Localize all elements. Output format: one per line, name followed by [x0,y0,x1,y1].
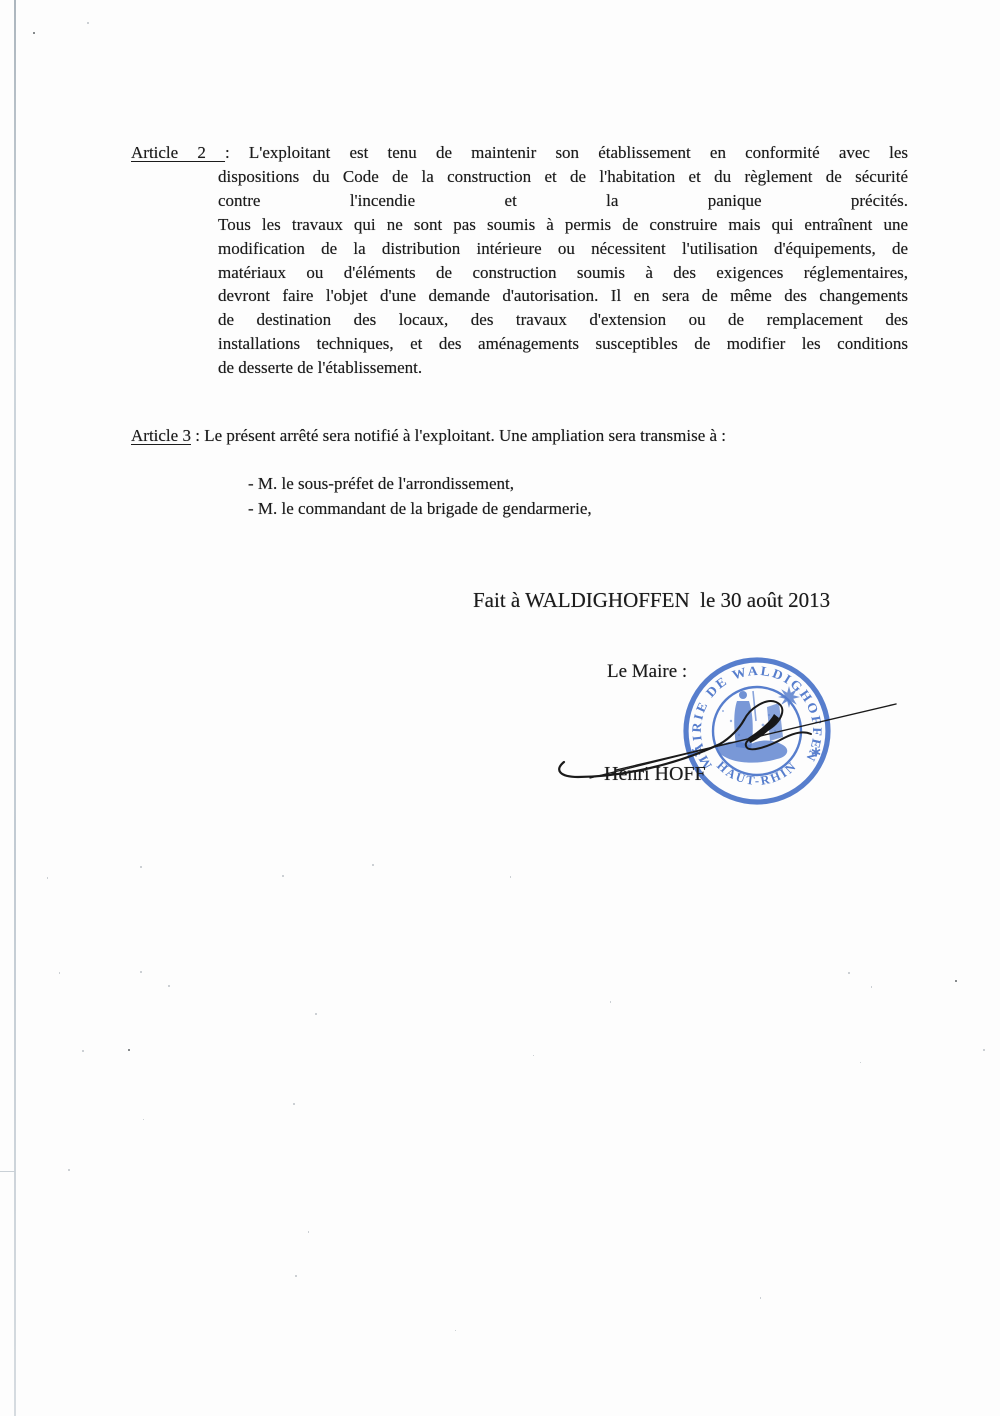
paragraph-line: modification de la distribution intérieure ou nécessitent l'utilisation d'équipements, de [218,238,908,258]
paragraph-line: contre l'incendie et la panique précités. [218,190,908,210]
paragraph-line: devront faire l'objet d'une demande d'autorisation. Il en sera de même des changements [218,286,908,306]
scan-speck [82,1050,84,1052]
scan-speck [848,972,850,974]
article-2-section [131,141,908,380]
recipient-item: - M. le commandant de la brigade de gendarmerie, [248,499,592,519]
scan-speck [140,971,142,973]
stamp-bottom-text: HAUT-RHIN [714,758,800,788]
recipient-list [248,471,592,522]
scan-edge-line [14,0,16,1416]
scan-speck [871,986,872,988]
article-3-separator: : [190,426,205,445]
scan-speck [372,864,374,866]
scan-speck [33,32,35,34]
scan-speck [282,875,284,877]
scan-speck [860,1062,861,1063]
scan-speck [68,1169,70,1171]
scan-speck [295,1275,297,1277]
paragraph-line: Tous les travaux qui ne sont pas soumis à permis de construire mais qui entraînent une [218,214,908,234]
paragraph-line: de desserte de l'établissement. [218,358,423,378]
paragraph-line: dispositions du Code de la construction et de l'habitation et du règlement de sécurité [218,166,908,186]
paragraph-line: matériaux ou d'éléments de construction soumis à des exigences réglementaires, [218,262,908,282]
signer-title: Le Maire : [607,661,688,682]
article-2-label: Article 2 [131,143,226,162]
signature-strokes [559,701,896,778]
scan-speck [308,1231,309,1233]
stamp-top-text: MAIRIE DE WALDIGHOFFEN [688,662,826,772]
article-3-text: Le présent arrêté sera notifié à l'exploitant. Une ampliation sera transmise à : [204,426,727,445]
scan-speck [455,1330,456,1331]
scan-speck [293,1103,295,1105]
scan-speck [140,866,142,868]
article-2-text: L'exploitant est tenu de maintenir son établissement en conformité avec les [248,143,908,162]
scan-speck [59,972,60,974]
scan-speck [510,876,511,878]
article-2-separator: : [225,143,249,162]
scan-speck [143,1119,144,1120]
recipient-item: - M. le sous-préfet de l'arrondissement, [248,474,515,493]
scan-speck [955,980,957,982]
article-3-section [131,424,726,448]
paragraph-line: de destination des locaux, des travaux d'extension ou de remplacement des [218,310,908,330]
signature [548,676,920,794]
scan-speck [168,985,170,987]
scan-speck [983,1049,985,1051]
scan-speck [760,1297,761,1299]
scan-speck [128,1049,130,1051]
article-3-label: Article 3 [131,426,191,445]
paragraph-line: installations techniques, et des aménagements susceptibles de modifier les conditions [218,334,908,354]
scan-speck [47,877,48,879]
scan-tick [0,1171,15,1172]
scan-speck [610,1001,611,1003]
scan-speck [315,1013,317,1015]
article-2-first-line [131,141,908,165]
place-date-line: Fait à WALDIGHOFFEN le 30 août 2013 [473,588,831,612]
scan-speck [533,1055,534,1056]
scan-speck [87,22,89,24]
article-2-body [218,165,908,380]
signer-name: Henri HOFF [604,763,706,785]
